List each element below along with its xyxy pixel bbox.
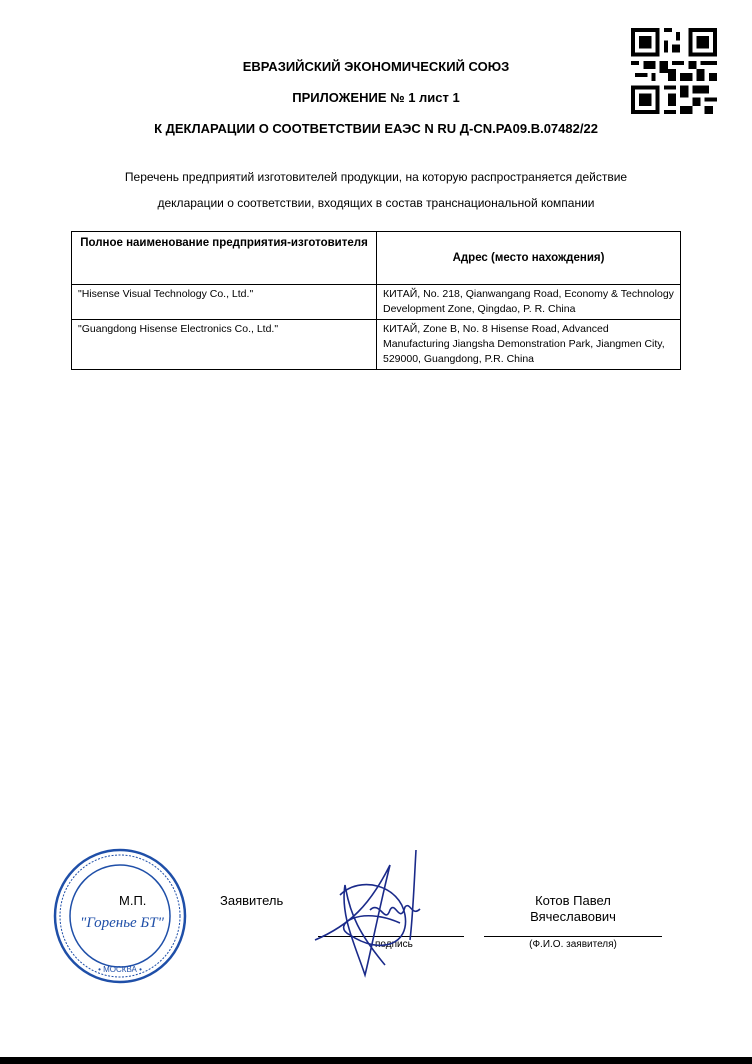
applicant-name-line-2: Вячеславович bbox=[530, 909, 616, 924]
table-row bbox=[72, 320, 681, 370]
company-stamp bbox=[52, 848, 188, 984]
manufacturer-address: КИТАЙ, Zone B, No. 8 Hisense Road, Advanced Manufacturing Jiangsha Demonstration Park, Jiangmen City, 529000, Guangdong, P.R. China bbox=[377, 320, 681, 370]
handwritten-signature bbox=[310, 845, 470, 985]
svg-text:"Горенье БТ": "Горенье БТ" bbox=[80, 915, 164, 931]
intro-line-1: Перечень предприятий изготовителей продукции, на которую распространяется действие bbox=[124, 170, 628, 184]
column-header-name: Полное наименование предприятия-изготовителя bbox=[72, 232, 377, 285]
declaration-number: К ДЕКЛАРАЦИИ О СООТВЕТСТВИИ ЕАЭС N RU Д-CN.РА09.В.07482/22 bbox=[154, 121, 598, 136]
manufacturers-table bbox=[71, 231, 681, 370]
applicant-label: Заявитель bbox=[220, 893, 284, 908]
name-caption: (Ф.И.О. заявителя) bbox=[529, 939, 617, 950]
seal-label: М.П. bbox=[119, 893, 147, 908]
applicant-name bbox=[484, 893, 662, 925]
column-header-address: Адрес (место нахождения) bbox=[377, 232, 681, 285]
applicant-name-line-1: Котов Павел bbox=[535, 893, 611, 908]
intro-line-2: декларации о соответствии, входящих в состав транснациональной компании bbox=[157, 196, 595, 210]
appendix-title: ПРИЛОЖЕНИЕ № 1 лист 1 bbox=[292, 90, 460, 105]
page-bottom-border bbox=[0, 1057, 752, 1064]
manufacturer-name: "Hisense Visual Technology Co., Ltd." bbox=[72, 285, 377, 320]
table-header-row bbox=[72, 232, 681, 285]
manufacturer-name: "Guangdong Hisense Electronics Co., Ltd." bbox=[72, 320, 377, 370]
svg-text:• МОСКВА •: • МОСКВА • bbox=[98, 965, 142, 974]
name-line bbox=[484, 936, 662, 937]
manufacturer-address: КИТАЙ, No. 218, Qianwangang Road, Economy & Technology Development Zone, Qingdao, P. R. China bbox=[377, 285, 681, 320]
table-row bbox=[72, 285, 681, 320]
signature-caption: подпись bbox=[375, 939, 413, 950]
union-title: ЕВРАЗИЙСКИЙ ЭКОНОМИЧЕСКИЙ СОЮЗ bbox=[242, 59, 510, 74]
